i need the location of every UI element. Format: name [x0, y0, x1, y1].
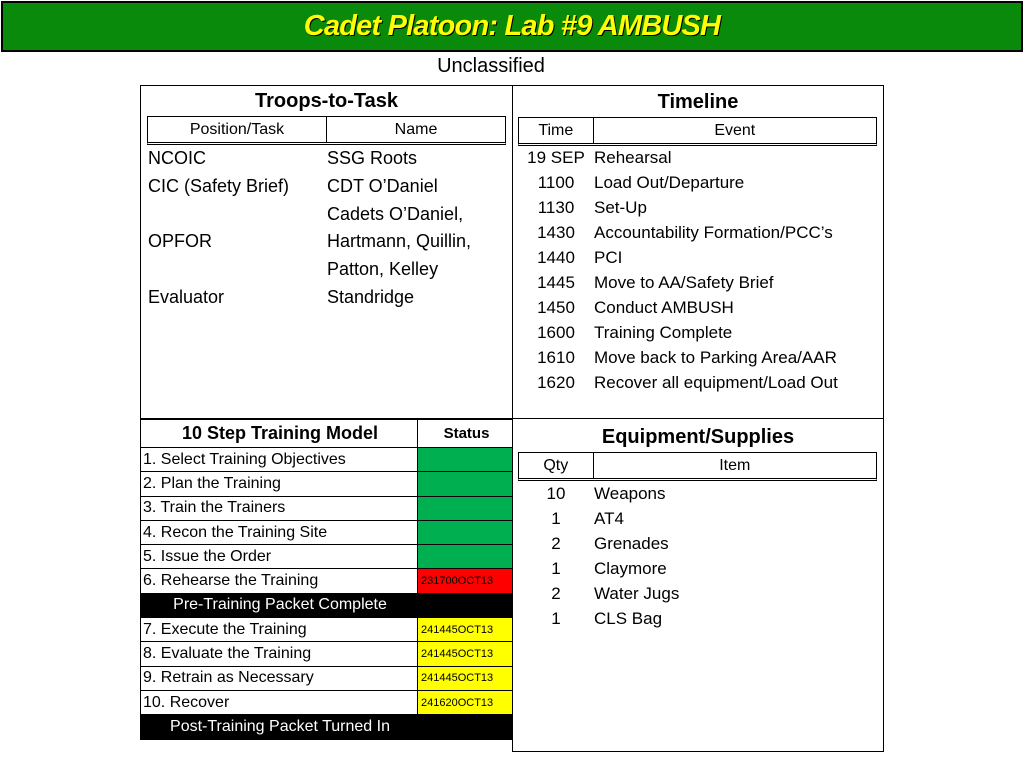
timeline-time: 1620	[537, 373, 575, 392]
step-status: 241445OCT13	[418, 666, 513, 690]
equipment-item: CLS Bag	[594, 609, 663, 628]
step-status: 241445OCT13	[418, 642, 513, 666]
troops-name: Patton, Kelley	[327, 259, 439, 280]
step-status	[418, 472, 513, 496]
step-status: 241445OCT13	[418, 618, 513, 642]
timeline-time: 1450	[537, 298, 575, 317]
timeline-event: Set-Up	[594, 198, 647, 217]
equipment-item: Water Jugs	[594, 584, 680, 603]
step-label: 1. Select Training Objectives	[141, 448, 418, 472]
troops-name: Hartmann, Quillin,	[327, 231, 472, 252]
equipment-qty: 10	[546, 484, 566, 503]
col-position-task: Position/Task	[148, 117, 327, 142]
step-label: 8. Evaluate the Training	[141, 642, 418, 666]
step-status: 231700OCT13	[418, 569, 513, 593]
step-row	[141, 520, 513, 544]
step-row	[141, 715, 513, 739]
step-label: Post-Training Packet Turned In	[141, 715, 418, 739]
timeline-event: Training Complete	[594, 323, 733, 342]
col-time: Time	[519, 118, 594, 143]
classification-label: Unclassified	[437, 55, 545, 77]
step-label: 5. Issue the Order	[141, 545, 418, 569]
step-status	[418, 545, 513, 569]
step-status	[418, 593, 513, 617]
timeline-time: 1430	[537, 223, 575, 242]
troops-position: Evaluator	[148, 287, 225, 307]
troops-position: NCOIC	[148, 148, 206, 168]
timeline-event: Move to AA/Safety Brief	[594, 273, 774, 292]
equipment-item: Weapons	[594, 484, 666, 503]
step-row	[141, 593, 513, 617]
troops-name: CDT O’Daniel	[327, 175, 438, 196]
timeline-heading: Timeline	[657, 91, 739, 113]
step-label: Pre-Training Packet Complete	[141, 593, 418, 617]
step-row	[141, 666, 513, 690]
timeline-event: Conduct AMBUSH	[594, 298, 734, 317]
step-row	[141, 690, 513, 714]
timeline-time: 1600	[537, 323, 575, 342]
step-status	[418, 715, 513, 739]
title-bar	[1, 1, 1023, 52]
equipment-item: AT4	[594, 509, 624, 528]
page-title: Cadet Platoon: Lab #9 AMBUSH	[303, 10, 721, 42]
troops-name: Cadets O’Daniel,	[327, 203, 464, 224]
equipment-qty: 2	[551, 534, 561, 553]
step-row	[141, 545, 513, 569]
equipment-header	[518, 452, 877, 481]
step-label: 7. Execute the Training	[141, 618, 418, 642]
status-heading: Status	[418, 420, 513, 448]
step-label: 2. Plan the Training	[141, 472, 418, 496]
step-label: 6. Rehearse the Training	[141, 569, 418, 593]
step-status: 241620OCT13	[418, 690, 513, 714]
step-status	[418, 448, 513, 472]
troops-position: OPFOR	[148, 231, 213, 252]
step-row	[141, 569, 513, 593]
timeline-time: 19 SEP	[527, 148, 585, 167]
timeline-header	[518, 117, 877, 146]
timeline-event: Move back to Parking Area/AAR	[594, 348, 837, 367]
col-qty: Qty	[519, 453, 594, 478]
equipment-qty: 1	[551, 609, 561, 628]
equipment-qty: 1	[551, 559, 561, 578]
troops-name: SSG Roots	[327, 148, 418, 168]
equipment-item: Grenades	[594, 534, 669, 553]
timeline-time: 1440	[537, 248, 575, 267]
step-label: 4. Recon the Training Site	[141, 520, 418, 544]
equipment-qty: 1	[551, 509, 561, 528]
step-label: 9. Retrain as Necessary	[141, 666, 418, 690]
step-label: 3. Train the Trainers	[141, 496, 418, 520]
timeline-time: 1610	[537, 348, 575, 367]
step-row	[141, 448, 513, 472]
col-event: Event	[714, 121, 756, 139]
troops-position: CIC (Safety Brief)	[148, 175, 290, 196]
timeline-event: Recover all equipment/Load Out	[594, 373, 838, 392]
timeline-event: PCI	[594, 248, 623, 267]
equipment-item: Claymore	[594, 559, 667, 578]
timeline-event: Accountability Formation/PCC’s	[594, 223, 833, 242]
timeline-time: 1445	[537, 273, 575, 292]
troops-name: Standridge	[327, 287, 415, 307]
step-heading: 10 Step Training Model	[141, 420, 418, 448]
step-row	[141, 496, 513, 520]
step-table-header	[141, 420, 513, 448]
timeline-event: Rehearsal	[594, 148, 672, 167]
troops-header	[147, 116, 506, 145]
troops-heading: Troops-to-Task	[255, 90, 398, 112]
step-row	[141, 618, 513, 642]
step-row	[141, 472, 513, 496]
step-training-table	[140, 419, 513, 740]
step-row	[141, 642, 513, 666]
col-name: Name	[394, 120, 438, 138]
timeline-time: 1100	[537, 173, 575, 192]
step-label: 10. Recover	[141, 690, 418, 714]
equipment-qty: 2	[551, 584, 561, 603]
col-item: Item	[719, 456, 751, 474]
equipment-heading: Equipment/Supplies	[601, 426, 795, 448]
step-status	[418, 520, 513, 544]
timeline-event: Load Out/Departure	[594, 173, 745, 192]
step-status	[418, 496, 513, 520]
timeline-time: 1130	[537, 198, 575, 217]
